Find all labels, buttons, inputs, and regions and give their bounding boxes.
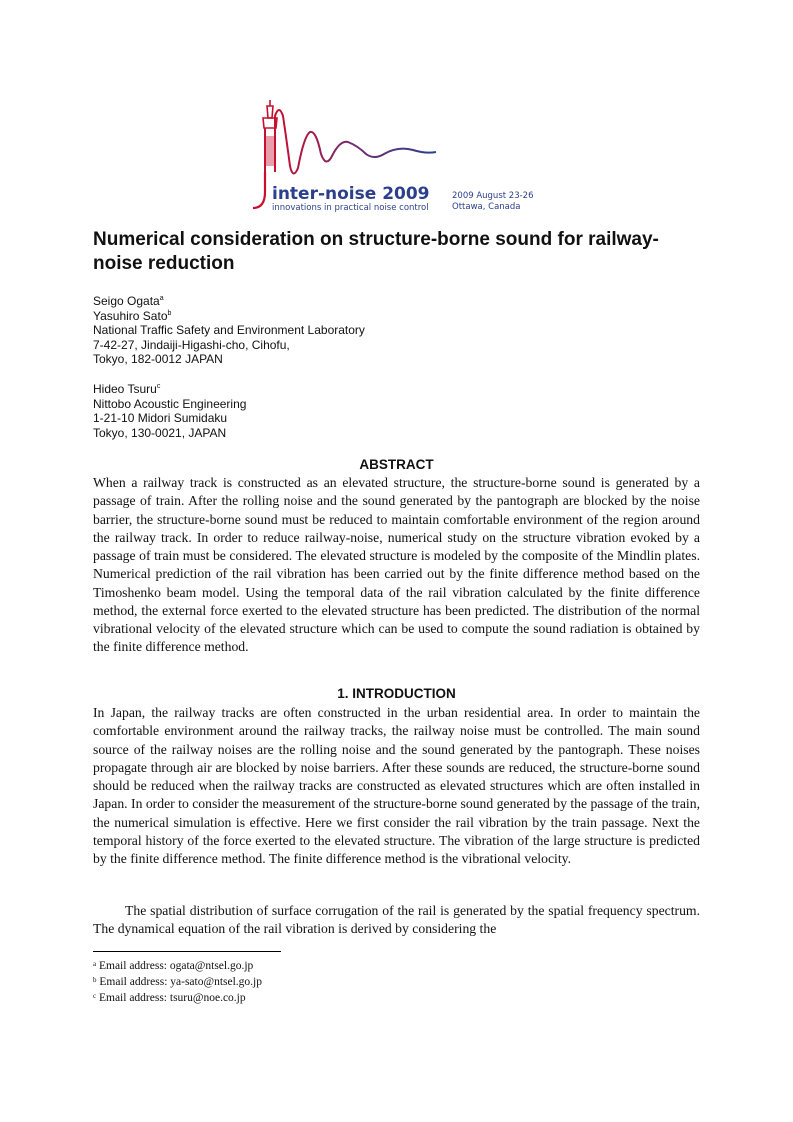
conference-date-block bbox=[452, 191, 533, 213]
author-block-2 bbox=[93, 382, 246, 440]
abstract-text: When a railway track is constructed as an elevated structure, the structure-borne sound is generated by a passage of train. After the rolling noise and the sound generated by the pantograph are blocked by the noise barrier, the structure-borne sound must be reduced to maintain comfortable environment of the region around the railway track. In order to reduce railway-noise, numerical study on the structure vibration evoked by a passage of train must be considered. The elevated structure is modeled by the composite of the Mindlin plates. Numerical prediction of the rail vibration has been carried out by the finite difference method based on the Timoshenko beam model. Using the temporal data of the rail vibration calculated by the finite difference method, the external force exerted to the elevated structure has been predicted. The distribution of the normal vibrational velocity of the elevated structure which can be used to compute the sound radiation is obtained by the finite difference method. bbox=[93, 475, 700, 655]
footnote-item: $^c$ Email address: tsuru@noe.co.jp bbox=[93, 992, 246, 1004]
conference-date: 2009 August 23-26 bbox=[452, 191, 534, 201]
introduction-paragraph-2: The spatial distribution of surface corrugation of the rail is generated by the spatial frequency spectrum. The dynamical equation of the rail vibration is derived by considering the bbox=[93, 903, 700, 937]
conference-tagline: innovations in practical noise control bbox=[272, 203, 429, 213]
author-footnote-mark: a bbox=[159, 295, 164, 302]
conference-name: inter-noise 2009 bbox=[272, 184, 430, 204]
author-footnote-mark: c bbox=[156, 383, 161, 390]
affiliation: National Traffic Safety and Environment Laboratory bbox=[93, 323, 365, 338]
footnote-item: $^a$ Email address: ogata@ntsel.go.jp bbox=[93, 960, 254, 972]
address-line: Tokyo, 130-0021, JAPAN bbox=[93, 425, 227, 440]
introduction-paragraph-1: In Japan, the railway tracks are often constructed in the urban residential area. In order to maintain the comfortable environment around the railway tracks, the railway noise must be controlled. The main sound source of the railway noises are the rolling noise and the sound generated by the pantograph. These noises propagate through air are blocked by noise barriers. After these sounds are reduced, the structure-borne sound should be reduced when the railway tracks are constructed as elevated structures which are often installed in Japan. In order to consider the measurement of the structure-borne sound generated by the passage of the train, the numerical simulation is effective. Here we first consider the rail vibration by the train passage. Next the temporal history of the force exerted to the elevated structure. The vibration of the large structure is predicted by the finite difference method. The finite difference method is the vibrational velocity. bbox=[93, 705, 700, 866]
affiliation: Nittobo Acoustic Engineering bbox=[93, 396, 247, 411]
footnote-item: $^b$ Email address: ya-sato@ntsel.go.jp bbox=[93, 976, 262, 988]
author-footnote-mark: b bbox=[167, 309, 172, 317]
introduction-heading: 1. INTRODUCTION bbox=[337, 686, 456, 701]
footnotes bbox=[93, 958, 262, 1006]
conference-location: Ottawa, Canada bbox=[452, 202, 521, 212]
abstract-heading: ABSTRACT bbox=[359, 457, 434, 472]
author-name: Seigo Ogata$^a$ bbox=[93, 294, 164, 308]
footnote-divider bbox=[93, 951, 281, 952]
address-line: 1-21-10 Midori Sumidaku bbox=[93, 411, 228, 426]
author-name: Yasuhiro Sato$^b$ bbox=[93, 308, 172, 323]
conference-logo bbox=[248, 96, 538, 218]
address-line: 7-42-27, Jindaiji-Higashi-cho, Cihofu, bbox=[93, 337, 290, 352]
author-name: Hideo Tsuru$^c$ bbox=[93, 382, 161, 396]
author-block-1 bbox=[93, 294, 365, 367]
paper-title: Numerical consideration on structure-borne sound for railway-noise reduction bbox=[93, 229, 659, 274]
address-line: Tokyo, 182-0012 JAPAN bbox=[93, 352, 223, 367]
